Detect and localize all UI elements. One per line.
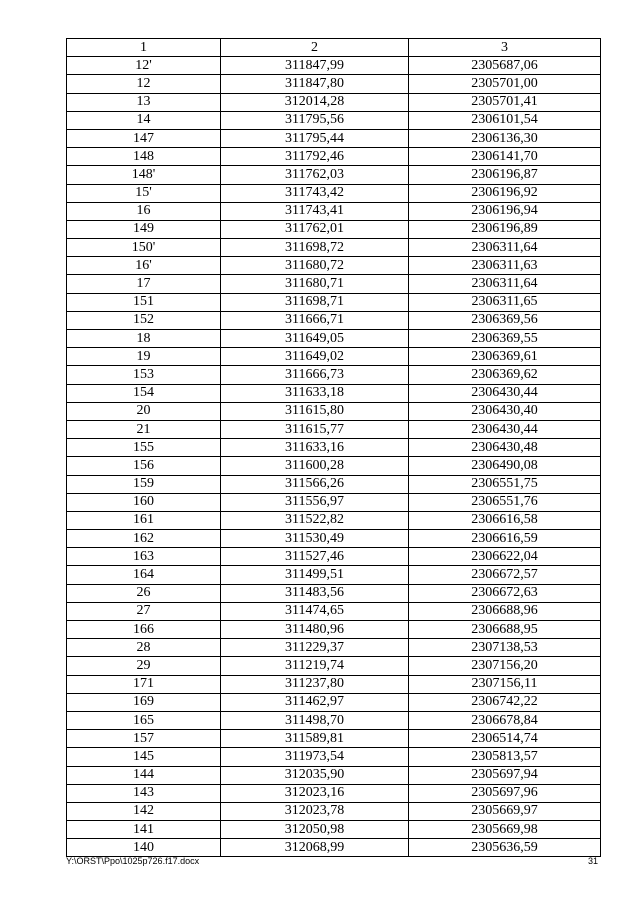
x-coordinate-cell: 311530,49: [221, 530, 409, 548]
y-coordinate-cell: 2306196,92: [409, 184, 601, 202]
table-body: [67, 57, 601, 857]
table-row: [67, 111, 601, 129]
table-row: [67, 166, 601, 184]
table-row: [67, 57, 601, 75]
point-number-cell: 161: [67, 511, 221, 529]
table-row: [67, 348, 601, 366]
x-coordinate-cell: 312023,16: [221, 784, 409, 802]
point-number-cell: 145: [67, 748, 221, 766]
y-coordinate-cell: 2306622,04: [409, 548, 601, 566]
x-coordinate-cell: 311498,70: [221, 711, 409, 729]
x-coordinate-cell: 311633,18: [221, 384, 409, 402]
x-coordinate-cell: 311589,81: [221, 730, 409, 748]
table-row: [67, 257, 601, 275]
x-coordinate-cell: 311219,74: [221, 657, 409, 675]
column-header-3: 3: [409, 39, 601, 57]
y-coordinate-cell: 2306369,56: [409, 311, 601, 329]
point-number-cell: 19: [67, 348, 221, 366]
table-row: [67, 129, 601, 147]
point-number-cell: 142: [67, 802, 221, 820]
x-coordinate-cell: 311743,41: [221, 202, 409, 220]
table-row: [67, 766, 601, 784]
x-coordinate-cell: 311522,82: [221, 511, 409, 529]
x-coordinate-cell: 311680,72: [221, 257, 409, 275]
x-coordinate-cell: 311483,56: [221, 584, 409, 602]
x-coordinate-cell: 311649,05: [221, 330, 409, 348]
y-coordinate-cell: 2306616,58: [409, 511, 601, 529]
point-number-cell: 15': [67, 184, 221, 202]
x-coordinate-cell: 311847,99: [221, 57, 409, 75]
point-number-cell: 166: [67, 621, 221, 639]
x-coordinate-cell: 311615,77: [221, 420, 409, 438]
y-coordinate-cell: 2306672,63: [409, 584, 601, 602]
y-coordinate-cell: 2306430,48: [409, 439, 601, 457]
point-number-cell: 144: [67, 766, 221, 784]
y-coordinate-cell: 2306369,55: [409, 330, 601, 348]
table-row: [67, 420, 601, 438]
y-coordinate-cell: 2305701,00: [409, 75, 601, 93]
x-coordinate-cell: 311499,51: [221, 566, 409, 584]
table-row: [67, 675, 601, 693]
point-number-cell: 21: [67, 420, 221, 438]
point-number-cell: 155: [67, 439, 221, 457]
point-number-cell: 26: [67, 584, 221, 602]
y-coordinate-cell: 2305669,98: [409, 821, 601, 839]
y-coordinate-cell: 2306369,61: [409, 348, 601, 366]
point-number-cell: 28: [67, 639, 221, 657]
point-number-cell: 20: [67, 402, 221, 420]
table-row: [67, 330, 601, 348]
x-coordinate-cell: 311556,97: [221, 493, 409, 511]
table-row: [67, 602, 601, 620]
x-coordinate-cell: 312023,78: [221, 802, 409, 820]
table-row: [67, 730, 601, 748]
coordinates-table: [66, 38, 601, 857]
y-coordinate-cell: 2305701,41: [409, 93, 601, 111]
x-coordinate-cell: 311566,26: [221, 475, 409, 493]
y-coordinate-cell: 2307156,20: [409, 657, 601, 675]
x-coordinate-cell: 311795,44: [221, 129, 409, 147]
x-coordinate-cell: 311698,71: [221, 293, 409, 311]
y-coordinate-cell: 2305697,94: [409, 766, 601, 784]
table-header-row: [67, 39, 601, 57]
point-number-cell: 154: [67, 384, 221, 402]
x-coordinate-cell: 311762,01: [221, 220, 409, 238]
x-coordinate-cell: 311462,97: [221, 693, 409, 711]
point-number-cell: 156: [67, 457, 221, 475]
table-row: [67, 639, 601, 657]
point-number-cell: 153: [67, 366, 221, 384]
column-header-2: 2: [221, 39, 409, 57]
x-coordinate-cell: 311649,02: [221, 348, 409, 366]
x-coordinate-cell: 311474,65: [221, 602, 409, 620]
x-coordinate-cell: 311792,46: [221, 148, 409, 166]
point-number-cell: 12': [67, 57, 221, 75]
table-row: [67, 566, 601, 584]
footer-file-path: Y:\ORST\Ppo\1025p726.f17.docx: [66, 856, 200, 866]
point-number-cell: 165: [67, 711, 221, 729]
point-number-cell: 147: [67, 129, 221, 147]
table-row: [67, 530, 601, 548]
y-coordinate-cell: 2306136,30: [409, 129, 601, 147]
point-number-cell: 143: [67, 784, 221, 802]
point-number-cell: 17: [67, 275, 221, 293]
point-number-cell: 160: [67, 493, 221, 511]
x-coordinate-cell: 311615,80: [221, 402, 409, 420]
table-row: [67, 839, 601, 857]
table-row: [67, 311, 601, 329]
y-coordinate-cell: 2306369,62: [409, 366, 601, 384]
table-row: [67, 239, 601, 257]
table-row: [67, 802, 601, 820]
x-coordinate-cell: 312068,99: [221, 839, 409, 857]
x-coordinate-cell: 311973,54: [221, 748, 409, 766]
table-row: [67, 93, 601, 111]
point-number-cell: 148': [67, 166, 221, 184]
x-coordinate-cell: 312050,98: [221, 821, 409, 839]
point-number-cell: 152: [67, 311, 221, 329]
y-coordinate-cell: 2306490,08: [409, 457, 601, 475]
table-row: [67, 621, 601, 639]
x-coordinate-cell: 311795,56: [221, 111, 409, 129]
x-coordinate-cell: 312014,28: [221, 93, 409, 111]
table-row: [67, 584, 601, 602]
table-row: [67, 366, 601, 384]
table-row: [67, 748, 601, 766]
point-number-cell: 164: [67, 566, 221, 584]
point-number-cell: 159: [67, 475, 221, 493]
table-row: [67, 184, 601, 202]
x-coordinate-cell: 311698,72: [221, 239, 409, 257]
x-coordinate-cell: 311527,46: [221, 548, 409, 566]
point-number-cell: 162: [67, 530, 221, 548]
x-coordinate-cell: 311237,80: [221, 675, 409, 693]
table-row: [67, 711, 601, 729]
table-row: [67, 511, 601, 529]
point-number-cell: 27: [67, 602, 221, 620]
table-row: [67, 220, 601, 238]
x-coordinate-cell: 311633,16: [221, 439, 409, 457]
y-coordinate-cell: 2306616,59: [409, 530, 601, 548]
table-row: [67, 275, 601, 293]
y-coordinate-cell: 2306311,63: [409, 257, 601, 275]
x-coordinate-cell: 312035,90: [221, 766, 409, 784]
x-coordinate-cell: 311229,37: [221, 639, 409, 657]
point-number-cell: 13: [67, 93, 221, 111]
point-number-cell: 12: [67, 75, 221, 93]
y-coordinate-cell: 2306742,22: [409, 693, 601, 711]
y-coordinate-cell: 2306430,40: [409, 402, 601, 420]
y-coordinate-cell: 2305813,57: [409, 748, 601, 766]
y-coordinate-cell: 2306196,94: [409, 202, 601, 220]
y-coordinate-cell: 2305669,97: [409, 802, 601, 820]
point-number-cell: 169: [67, 693, 221, 711]
table-row: [67, 75, 601, 93]
table-row: [67, 548, 601, 566]
point-number-cell: 148: [67, 148, 221, 166]
point-number-cell: 151: [67, 293, 221, 311]
table-row: [67, 784, 601, 802]
x-coordinate-cell: 311743,42: [221, 184, 409, 202]
y-coordinate-cell: 2306196,89: [409, 220, 601, 238]
x-coordinate-cell: 311762,03: [221, 166, 409, 184]
point-number-cell: 141: [67, 821, 221, 839]
y-coordinate-cell: 2306678,84: [409, 711, 601, 729]
table-row: [67, 475, 601, 493]
y-coordinate-cell: 2306514,74: [409, 730, 601, 748]
point-number-cell: 149: [67, 220, 221, 238]
table-row: [67, 457, 601, 475]
y-coordinate-cell: 2307156,11: [409, 675, 601, 693]
point-number-cell: 171: [67, 675, 221, 693]
y-coordinate-cell: 2306430,44: [409, 420, 601, 438]
y-coordinate-cell: 2306311,65: [409, 293, 601, 311]
point-number-cell: 18: [67, 330, 221, 348]
y-coordinate-cell: 2306672,57: [409, 566, 601, 584]
point-number-cell: 157: [67, 730, 221, 748]
point-number-cell: 163: [67, 548, 221, 566]
x-coordinate-cell: 311480,96: [221, 621, 409, 639]
table-row: [67, 384, 601, 402]
point-number-cell: 150': [67, 239, 221, 257]
y-coordinate-cell: 2306551,76: [409, 493, 601, 511]
table-row: [67, 693, 601, 711]
y-coordinate-cell: 2305687,06: [409, 57, 601, 75]
point-number-cell: 14: [67, 111, 221, 129]
table-row: [67, 148, 601, 166]
x-coordinate-cell: 311666,71: [221, 311, 409, 329]
x-coordinate-cell: 311847,80: [221, 75, 409, 93]
y-coordinate-cell: 2306196,87: [409, 166, 601, 184]
table-row: [67, 439, 601, 457]
footer-page-number: 31: [587, 856, 598, 866]
y-coordinate-cell: 2306101,54: [409, 111, 601, 129]
column-header-1: 1: [67, 39, 221, 57]
point-number-cell: 140: [67, 839, 221, 857]
y-coordinate-cell: 2305697,96: [409, 784, 601, 802]
y-coordinate-cell: 2305636,59: [409, 839, 601, 857]
x-coordinate-cell: 311600,28: [221, 457, 409, 475]
point-number-cell: 16': [67, 257, 221, 275]
y-coordinate-cell: 2306141,70: [409, 148, 601, 166]
x-coordinate-cell: 311666,73: [221, 366, 409, 384]
y-coordinate-cell: 2306688,96: [409, 602, 601, 620]
table-row: [67, 293, 601, 311]
table-row: [67, 202, 601, 220]
point-number-cell: 29: [67, 657, 221, 675]
y-coordinate-cell: 2306311,64: [409, 239, 601, 257]
y-coordinate-cell: 2306688,95: [409, 621, 601, 639]
point-number-cell: 16: [67, 202, 221, 220]
y-coordinate-cell: 2306551,75: [409, 475, 601, 493]
table-row: [67, 657, 601, 675]
y-coordinate-cell: 2306430,44: [409, 384, 601, 402]
y-coordinate-cell: 2306311,64: [409, 275, 601, 293]
table-row: [67, 493, 601, 511]
y-coordinate-cell: 2307138,53: [409, 639, 601, 657]
table-row: [67, 402, 601, 420]
table-row: [67, 821, 601, 839]
x-coordinate-cell: 311680,71: [221, 275, 409, 293]
